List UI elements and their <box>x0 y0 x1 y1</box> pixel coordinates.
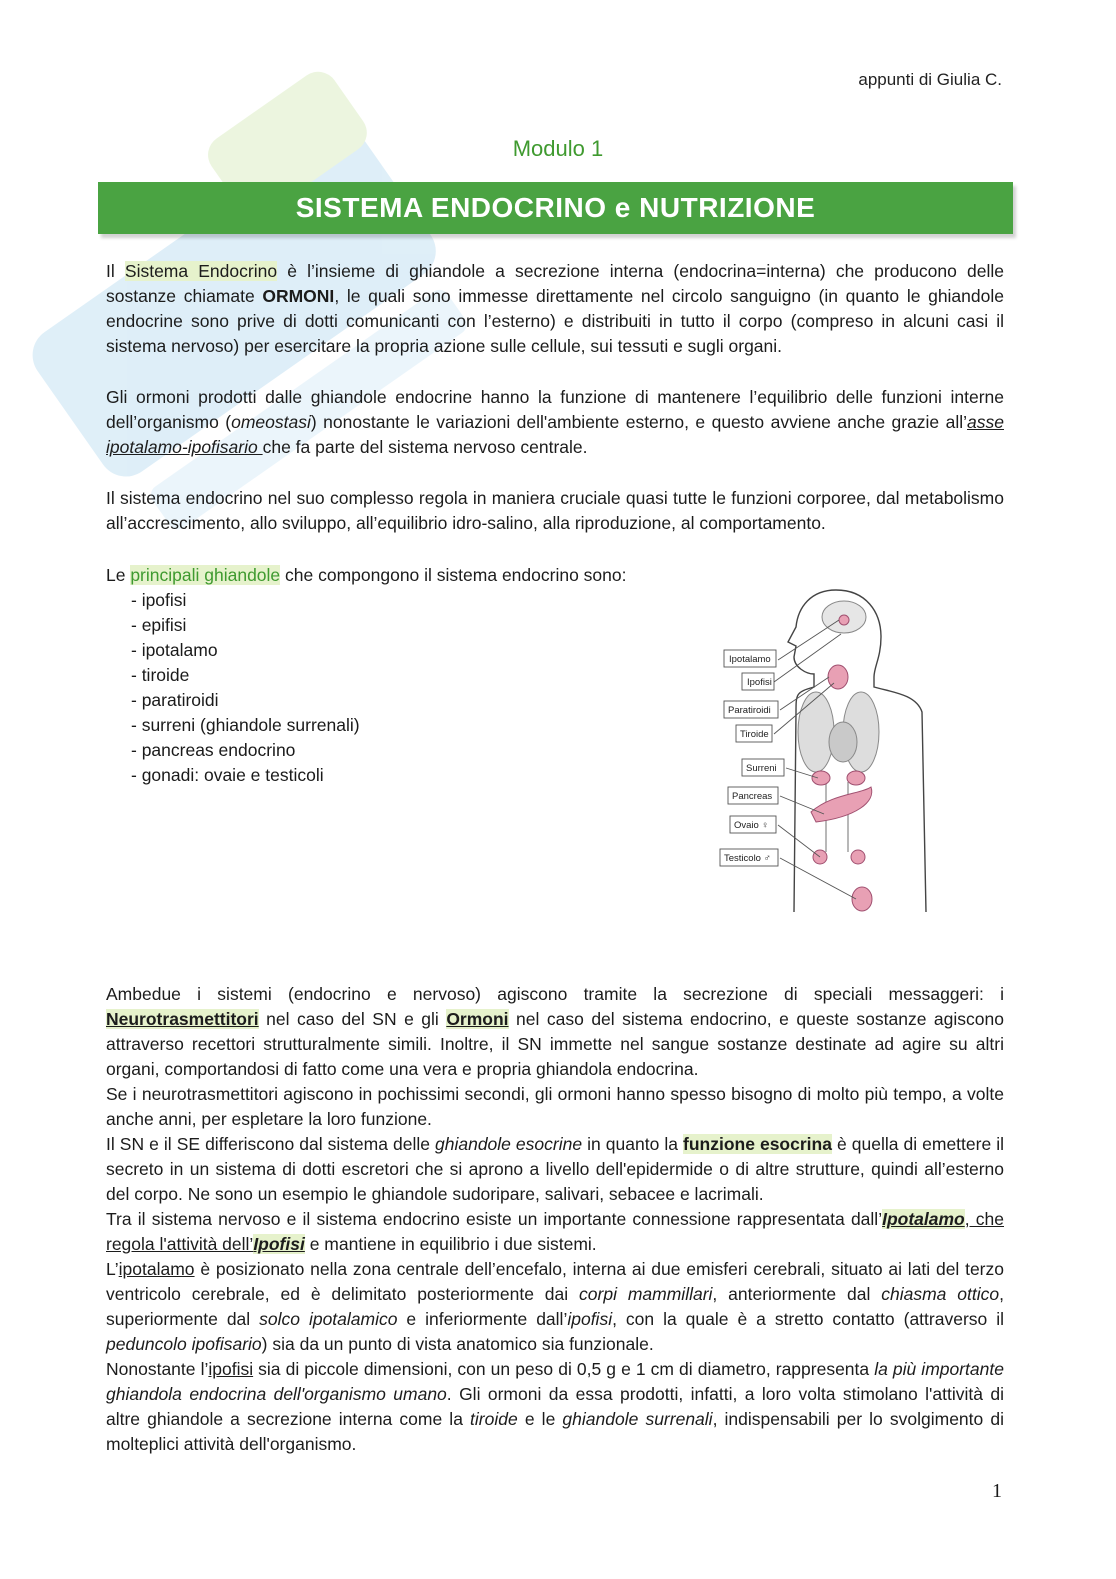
term-principali-ghiandole: principali ghiandole <box>130 565 281 585</box>
paragraph-ghiandole: Le principali ghiandole che compongono il sistema endocrino sono: <box>106 565 627 585</box>
term-sistema-endocrino: Sistema Endocrino <box>124 261 278 281</box>
endocrine-system-figure <box>716 582 936 927</box>
term-ghiandole-esocrine: ghiandole esocrine <box>435 1134 583 1154</box>
label-ovaio: Ovaio ♀ <box>734 820 769 831</box>
term-ipotalamo-2: ipotalamo <box>118 1259 195 1279</box>
list-item: - paratiroidi <box>131 690 219 710</box>
list-item: - ipotalamo <box>131 640 218 660</box>
list-item: - ipofisi <box>131 590 187 610</box>
list-item: - tiroide <box>131 665 190 685</box>
list-item: - pancreas endocrino <box>131 740 296 760</box>
author-header: appunti di Giulia C. <box>858 70 1002 89</box>
list-item: - epifisi <box>131 615 187 635</box>
term-ipotalamo: Ipotalamo <box>882 1209 965 1229</box>
pancreas-mark <box>811 787 872 822</box>
paragraph-ormoni: Gli ormoni prodotti dalle ghiandole endocrine hanno la funzione di mantenere l’equilibrio delle funzioni interne dell’organismo (omeostasi) nonostante le variazioni dell'ambiente esterno, e questo avviene anche grazie all’asse ipotalamo-ipofisario che fa parte del sistema nervoso centrale. <box>106 387 1004 457</box>
label-paratiroidi: Paratiroidi <box>728 705 771 716</box>
paragraph-regolazione: Il sistema endocrino nel suo complesso regola in maniera cruciale quasi tutte le funzioni corporee, dal metabolismo all’accrescimento, allo sviluppo, all’equilibrio idro-salino, alla riproduzione, al comportamento. <box>106 488 1004 533</box>
page-title: SISTEMA ENDOCRINO e NUTRIZIONE <box>98 182 1013 234</box>
term-ormoni: ORMONI <box>262 286 335 306</box>
label-tiroide: Tiroide <box>740 729 769 740</box>
term-asse-ipotalamo: asse ipotalamo-ipofisario <box>106 412 1004 457</box>
term-funzione-esocrina: funzione esocrina <box>683 1134 832 1154</box>
glands-list <box>131 588 360 788</box>
label-pancreas: Pancreas <box>732 791 773 802</box>
label-surreni: Surreni <box>746 763 777 774</box>
list-item: - gonadi: ovaie e testicoli <box>131 765 324 785</box>
term-ipofisi-3: ipofisi <box>208 1359 254 1379</box>
module-heading: Modulo 1 <box>512 136 604 161</box>
paragraph-intro: Il Sistema Endocrino è l’insieme di ghiandole a secrezione interna (endocrina=interna) che producono delle sostanze chiamate ORMONI, le quali sono immesse direttamente nel circolo sanguigno (in quanto le ghiandole endocrine sono prive di dotti comunicanti con l’esterno) e distribuiti in tutto il corpo (compreso in alcuni casi il sistema nervoso) per esercitare la propria azione sulle cellule, sui tessuti e sugli organi. <box>106 261 1004 356</box>
term-neurotrasmettitori: Neurotrasmettitori <box>106 1009 259 1029</box>
term-ipofisi: Ipofisi <box>253 1234 305 1254</box>
page-number: 1 <box>992 1480 1002 1502</box>
label-ipofisi: Ipofisi <box>747 677 772 688</box>
label-testicolo: Testicolo ♂ <box>724 853 771 864</box>
term-ormoni-2: Ormoni <box>446 1009 509 1029</box>
label-ipotalamo: Ipotalamo <box>729 654 771 665</box>
paragraph-sistemi: Ambedue i sistemi (endocrino e nervoso) agiscono tramite la secrezione di speciali messaggeri: i Neurotrasmettitori nel caso del SN e gli Ormoni nel caso del sistema endocrino, e queste sostanze agiscono attraverso recettori strutturalmente simili. Inoltre, il SN immette nel sangue sostanze destinate ad agire su altri organi, comportandosi di fatto come una vera e propria ghiandola endocrina. Se i neurotrasmettitori agiscono in pochissimi secondi, gli ormoni hanno spesso bisogno di molto più tempo, a volte anche anni, per espletare la loro funzione. Il SN e il SE differiscono dal sistema delle ghiandole esocrine in quanto la funzione esocrina è quella di emettere il secreto in un sistema di dotti escretori che si aprono a livello dell'epidermide o di altre strutture, quindi all’esterno del corpo. Ne sono un esempio le ghiandole sudoripare, salivari, sebacee e lacrimali. Tra il sistema nervoso e il sistema endocrino esiste un importante connessione rappresentata dall’Ipotalamo, che regola l'attività dell’Ipofisi e mantiene in equilibrio i due sistemi. L’ipotalamo è posizionato nella zona centrale dell’encefalo, interna ai due emisferi cerebrali, situato ai lati del terzo ventricolo cerebrale, ed è delimitato posteriormente dai corpi mammillari, anteriormente dal chiasma ottico, superiormente dal solco ipotalamico e inferiormente dall’ipofisi, con la quale è a stretto contatto (attraverso il peduncolo ipofisario) sia da un punto di vista anatomico sia funzionale. Nonostante l’ipofisi sia di piccole dimensioni, con un peso di 0,5 g e 1 cm di diametro, rappresenta la più importante ghiandola endocrina dell'organismo umano. Gli ormoni da essa prodotti, infatti, a loro volta stimolano l'attività di altre ghiandole a secrezione interna come la tiroide e le ghiandole surrenali, indispensabili per lo svolgimento di molteplici attività dell'organismo. <box>106 984 1005 1454</box>
ipotalamo-mark <box>839 615 849 625</box>
term-omeostasi: omeostasi <box>231 412 311 432</box>
list-item: - surreni (ghiandole surrenali) <box>131 715 360 735</box>
